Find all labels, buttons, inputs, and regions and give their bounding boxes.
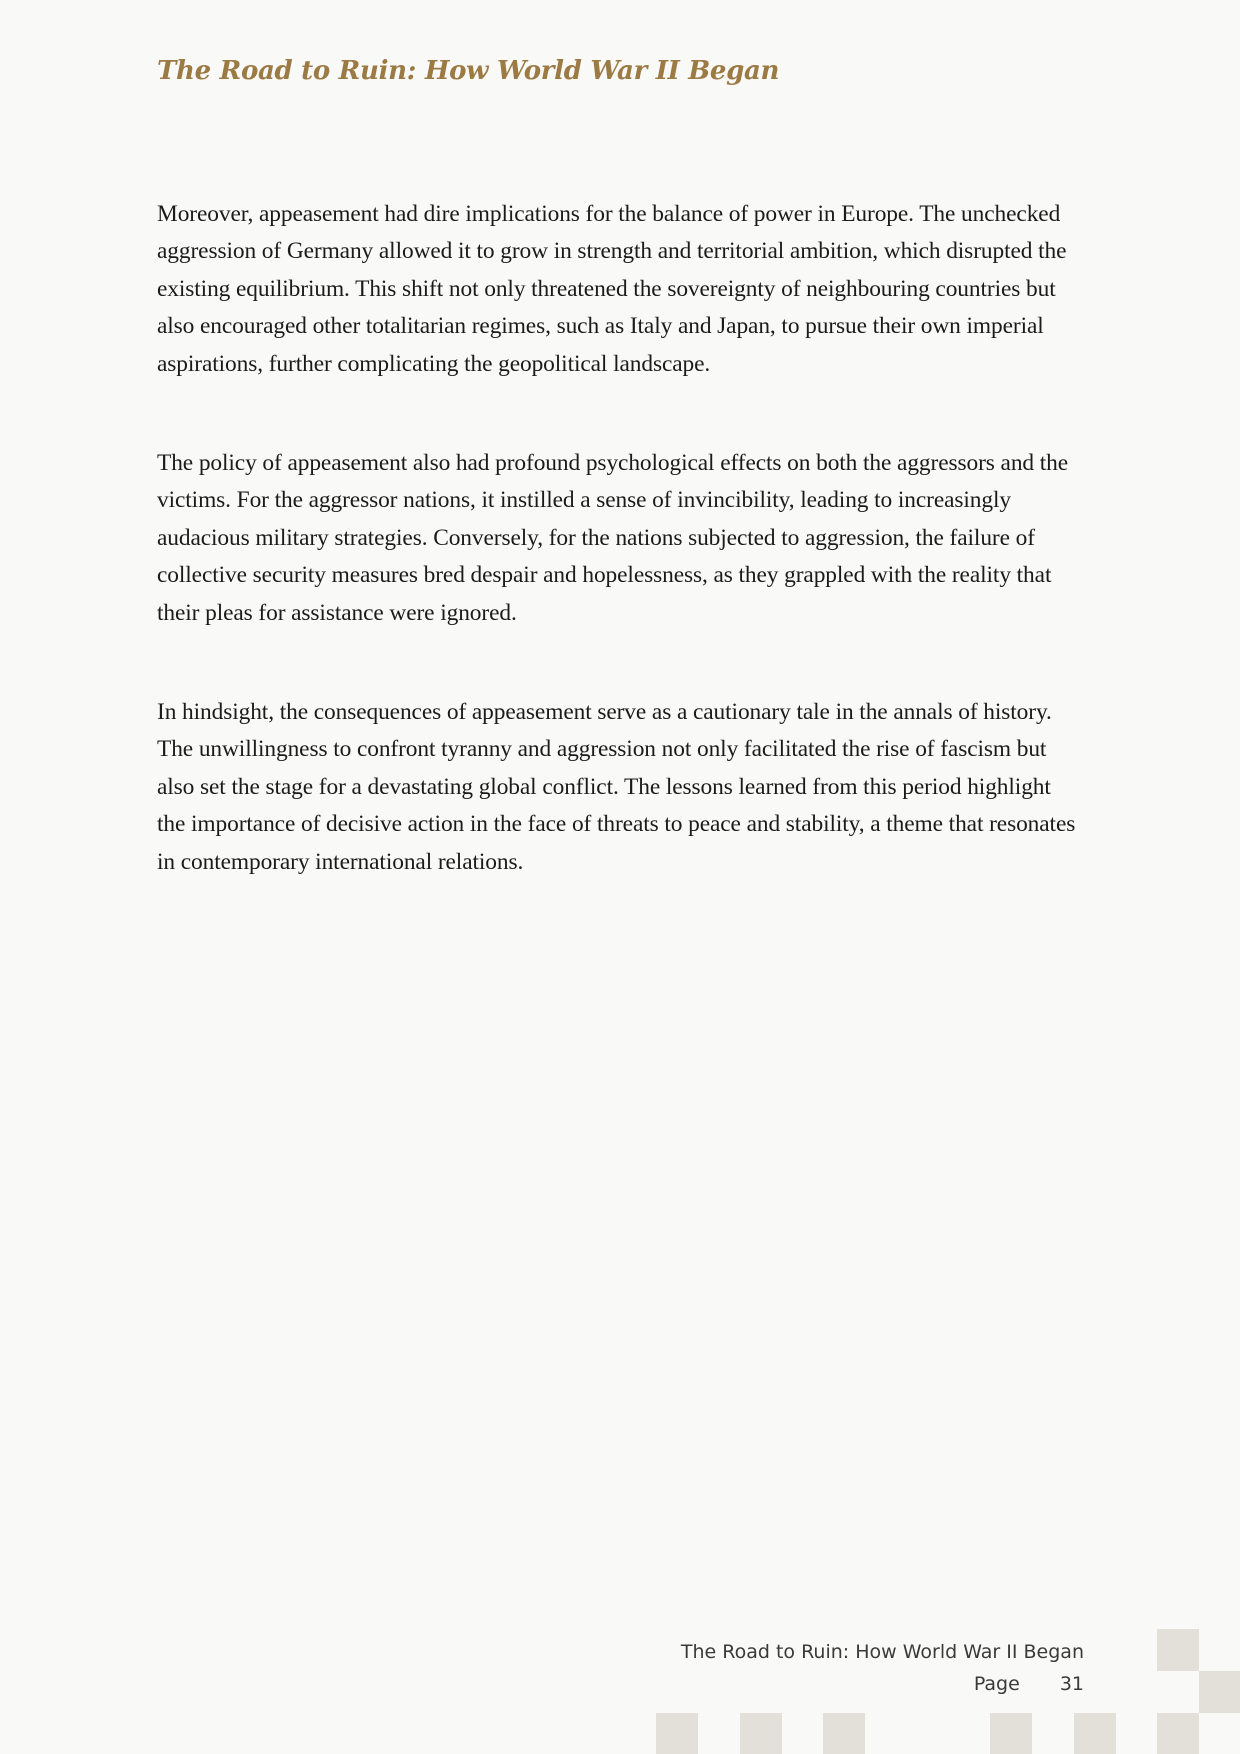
decorative-square bbox=[1199, 1671, 1240, 1713]
decorative-square bbox=[990, 1713, 1032, 1754]
footer-title: The Road to Ruin: How World War II Began bbox=[680, 1641, 1084, 1663]
footer-page-number bbox=[974, 1673, 1084, 1695]
decorative-square bbox=[740, 1713, 782, 1754]
paragraph: In hindsight, the consequences of appeasement serve as a cautionary tale in the annals of history. The unwillingness to confront tyranny and aggression not only facilitated the rise of fascism but also set the stage for a devastating global conflict. The lessons learned from this period highlight the importance of decisive action in the face of threats to peace and stability, a theme that resonates in contemporary international relations. bbox=[157, 699, 1076, 875]
running-header-title: The Road to Ruin: How World War II Began bbox=[157, 56, 780, 86]
decorative-square bbox=[656, 1713, 698, 1754]
body-text bbox=[157, 196, 1082, 943]
paragraph: Moreover, appeasement had dire implications for the balance of power in Europe. The unchecked aggression of Germany allowed it to grow in strength and territorial ambition, which disrupted the existing equilibrium. This shift not only threatened the sovereignty of neighbouring countries but also encouraged other totalitarian regimes, such as Italy and Japan, to pursue their own imperial aspirations, further complicating the geopolitical landscape. bbox=[157, 201, 1067, 377]
decorative-square bbox=[1074, 1713, 1116, 1754]
decorative-square bbox=[823, 1713, 865, 1754]
decorative-square bbox=[1157, 1629, 1199, 1671]
decorative-square bbox=[1157, 1713, 1199, 1754]
page-number: 31 bbox=[1059, 1673, 1084, 1695]
page-label: Page bbox=[973, 1673, 1020, 1695]
paragraph: The policy of appeasement also had profound psychological effects on both the aggressors and the victims. For the aggressor nations, it instilled a sense of invincibility, leading to increasingly audacious military strategies. Conversely, for the nations subjected to aggression, the failure of collective security measures bred despair and hopelessness, as they grappled with the reality that their pleas for assistance were ignored. bbox=[157, 450, 1069, 626]
